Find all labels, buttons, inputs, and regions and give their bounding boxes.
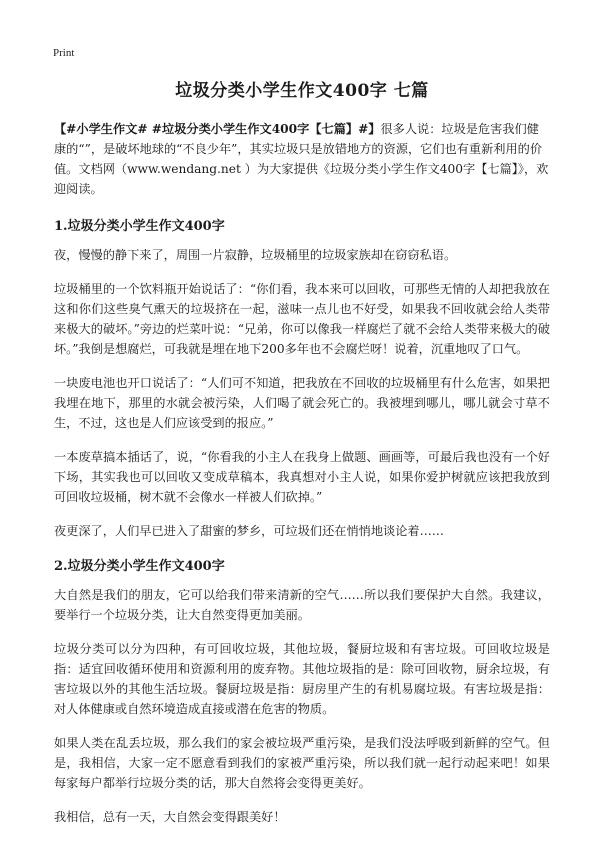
document-page (54, 76, 550, 841)
paragraph: 夜更深了，人们早已进入了甜蜜的梦乡，可垃圾们还在悄悄地谈论着…… (54, 524, 444, 538)
paragraph: 一本废草搞本插话了，说，“你看我的小主人在我身上做题、画画等，可最后我也没有一个好下场，其实我也可以回收又变成草稿本，我真想对小主人说，如果你爱护树就应该把我放到可回收垃圾桶，树木就不会像水一样被人们砍掉。” (54, 450, 550, 504)
page-title: 垃圾分类小学生作文400字 七篇 (175, 81, 429, 101)
paragraph: 一块废电池也开口说话了：“人们可不知道，把我放在不回收的垃圾桶里有什么危害，如果把我埋在地下，那里的水就会被污染，人们喝了就会死亡的。我被埋到哪儿，哪儿就会寸草不生，不过，这也是人们应该受到的报应。” (54, 376, 550, 430)
section-heading: 1.垃圾分类小学生作文400字 (54, 219, 225, 234)
section-2 (54, 555, 550, 827)
section-heading: 2.垃圾分类小学生作文400字 (54, 559, 225, 574)
paragraph: 垃圾分类可以分为四种，有可回收垃圾，其他垃圾，餐厨垃圾和有害垃圾。可回收垃圾是指：适宜回收循环使用和资源利用的废弃物。其他垃圾指的是：除可回收物，厨余垃圾，有害垃圾以外的其他生活垃圾。餐厨垃圾是指：厨房里产生的有机易腐垃圾。有害垃圾是指：对人体健康或自然环境造成直接或潜在危害的物质。 (54, 642, 550, 716)
paragraph: 如果人类在乱丢垃圾，那么我们的家会被垃圾严重污染，是我们没法呼吸到新鲜的空气。但是，我相信，大家一定不愿意看到我们的家被严重污染，所以我们就一起行动起来吧！如果每家每户都举行垃圾分类的话，那大自然将会变得更美好。 (54, 736, 550, 790)
intro-text: 很多人说：垃圾是危害我们健康的“”，是破坏地球的“不良少年”，其实垃圾只是放错地方的资源，它们也有重新利用的价值。文档网（www.wendang.net ）为大家提供《垃圾分类小学生作文400字【七篇】》，欢迎阅读。 (54, 122, 549, 196)
print-link[interactable]: Print (53, 47, 75, 59)
intro-tag: 【#小学生作文# #垃圾分类小学生作文400字【七篇】#】 (54, 122, 381, 136)
paragraph: 夜，慢慢的静下来了，周围一片寂静，垃圾桶里的垃圾家族却在窃窃私语。 (54, 248, 457, 262)
paragraph: 我相信，总有一天，大自然会变得跟美好！ (54, 810, 286, 824)
paragraph: 垃圾桶里的一个饮料瓶开始说话了：“你们看，我本来可以回收，可那些无情的人却把我放在这和你们这些臭气熏天的垃圾挤在一起，滋味一点儿也不好受，如果我不回收就会给人类带来极大的破坏。”旁边的烂菜叶说：“兄弟，你可以像我一样腐烂了就不会给人类带来极大的破坏。”我倒是想腐烂，可我就是埋在地下200多年也不会腐烂呀！说着，沉重地叹了口气。 (54, 282, 550, 356)
section-1 (54, 215, 550, 541)
paragraph: 大自然是我们的朋友，它可以给我们带来清新的空气……所以我们要保护大自然。我建议，要举行一个垃圾分类，让大自然变得更加美丽。 (54, 588, 550, 622)
intro-paragraph (54, 119, 550, 199)
